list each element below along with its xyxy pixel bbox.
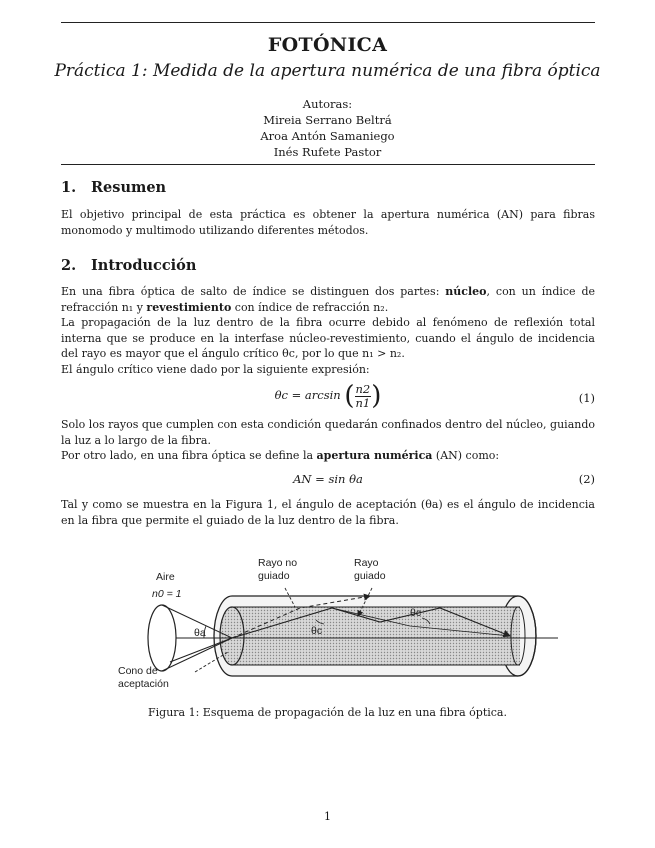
section-heading-introduccion	[61, 257, 196, 274]
text-run: , con un índice de refracción n₁ y	[61, 285, 595, 314]
label-theta-c-2: θc	[410, 607, 422, 619]
authors-block	[0, 96, 655, 160]
fraction-numerator: n2	[355, 381, 371, 396]
resumen-paragraph	[61, 207, 595, 238]
equation-number: (2)	[578, 472, 595, 486]
paper-title: FOTÓNICA	[267, 34, 388, 56]
label-aire: Aire	[156, 571, 175, 583]
term-nucleo: núcleo	[445, 285, 487, 298]
resumen-text: El objetivo principal de esta práctica es obtener la apertura numérica (AN) para fibras monomodo y multimodo utilizando diferentes métodos.	[61, 208, 595, 237]
author-name: Inés Rufete Pastor	[273, 145, 382, 159]
intro-p1	[61, 284, 595, 315]
page-number: 1	[324, 810, 331, 823]
core-shape	[232, 607, 520, 665]
section-heading-resumen	[61, 179, 166, 196]
intro-p6: Tal y como se muestra en la Figura 1, el ángulo de aceptación (θa) es el ángulo de incidencia en la fibra que permite el guiado de la luz dentro de la fibra.	[61, 498, 595, 527]
equation-fraction	[355, 383, 372, 410]
term-apertura-numerica: apertura numérica	[316, 449, 433, 462]
label-cono-2: aceptación	[118, 678, 169, 690]
section-title: Resumen	[91, 179, 167, 196]
intro-p3: El ángulo crítico viene dado por la siguiente expresión:	[61, 362, 370, 376]
intro-p5	[61, 448, 595, 464]
equation-2	[61, 472, 595, 492]
intro-paragraphs	[61, 284, 595, 377]
label-n0: n0 = 1	[152, 588, 182, 600]
equation-1	[61, 379, 595, 419]
authors-label: Autoras:	[302, 97, 353, 111]
text-run: Por otro lado, en una fibra óptica se define la	[61, 449, 317, 462]
label-rayo-guiado-2: guiado	[354, 570, 386, 582]
intro-p4: Solo los rayos que cumplen con esta condición quedarán confinados dentro del núcleo, guiando la luz a lo largo de la fibra.	[61, 418, 595, 447]
section-title: Introducción	[91, 257, 197, 274]
label-rayo-guiado-1: Rayo	[354, 557, 379, 569]
text-run: con índice de refracción n₂.	[231, 300, 389, 314]
equation-number: (1)	[578, 391, 595, 405]
intro-paragraphs-2	[61, 417, 595, 464]
equation-lhs: θc = arcsin	[274, 388, 341, 402]
figure-caption: Figura 1: Esquema de propagación de la luz en una fibra óptica.	[148, 706, 507, 719]
author-name: Mireia Serrano Beltrá	[263, 113, 392, 127]
label-theta-a: θa	[194, 627, 206, 639]
section-number: 1.	[61, 179, 77, 196]
label-rayo-no-guiado-1: Rayo no	[258, 557, 298, 569]
text-run: En una fibra óptica de salto de índice se distinguen dos partes:	[61, 285, 446, 298]
term-revestimiento: revestimiento	[146, 300, 232, 314]
label-rayo-no-guiado-2: guiado	[258, 570, 290, 582]
label-theta-c: θc	[311, 625, 323, 637]
intro-paragraph-6	[61, 497, 595, 528]
text-run: (AN) como:	[432, 449, 500, 462]
equation-body: AN = sin θa	[293, 472, 363, 486]
top-rule	[61, 22, 595, 23]
label-cono-1: Cono de	[118, 665, 158, 677]
equation-body: θc = arcsin ( $\frac{n2}{n1}$ )	[274, 381, 382, 411]
section-number: 2.	[61, 257, 77, 274]
intro-p2: La propagación de la luz dentro de la fibra ocurre debido al fenómeno de reflexión total interna que se produce en la interfase núcleo-revestimiento, cuando el ángulo de incidencia del rayo es mayor que el ángulo crítico θc, por lo que n₁ > n₂.	[61, 316, 595, 360]
header-bottom-rule	[61, 164, 595, 165]
fiber-diagram-figure	[110, 552, 560, 692]
fraction-denominator: n1	[355, 395, 371, 410]
paper-subtitle: Práctica 1: Medida de la apertura numérica de una fibra óptica	[54, 61, 601, 81]
author-name: Aroa Antón Samaniego	[260, 129, 395, 143]
